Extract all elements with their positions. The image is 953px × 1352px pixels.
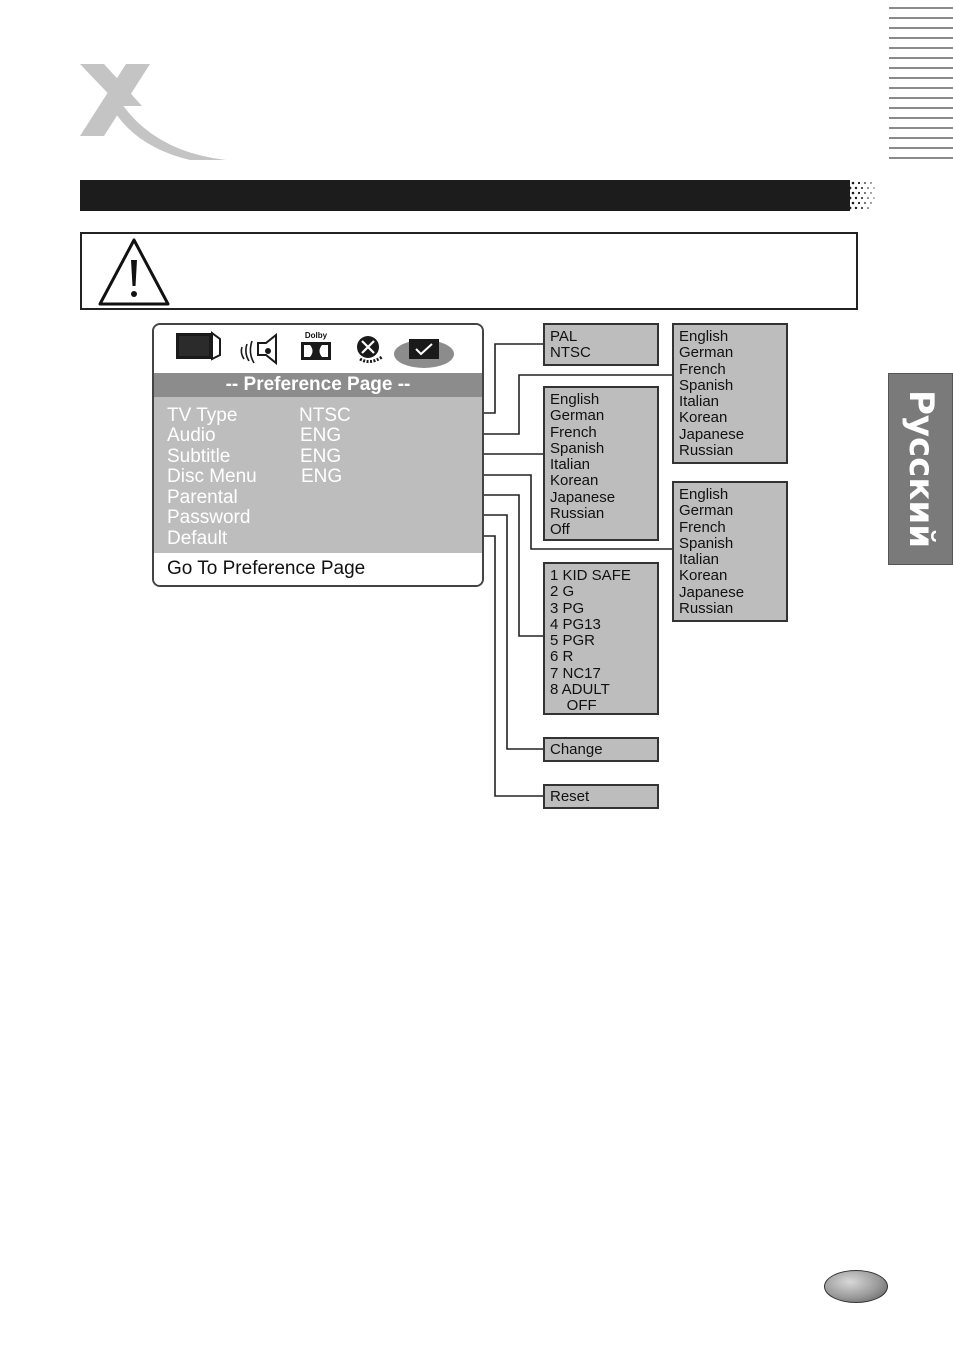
tv-type-options-box [543,323,659,366]
list-item[interactable]: Korean [679,567,728,585]
video-settings-icon[interactable] [354,333,386,365]
menu-item-tv-type-value: NTSC [299,405,351,426]
list-item[interactable]: 5 PGR [550,632,596,650]
list-item[interactable]: Japanese [679,583,745,601]
list-item[interactable]: 1 KID SAFE [550,567,631,584]
menu-item-audio-label[interactable]: Audio [167,425,216,446]
dolby-icon[interactable] [300,341,332,361]
tv-icon[interactable] [174,331,222,363]
password-options-box [543,737,659,762]
list-item[interactable]: Italian [679,551,720,569]
change-password-option[interactable]: Change [550,741,603,758]
menu-item-tv-type-label[interactable]: TV Type [167,405,238,426]
list-item[interactable]: Spanish [679,376,734,394]
parental-options-box [543,562,659,715]
menu-item-default-label[interactable]: Default [167,528,228,549]
list-item[interactable]: 2 G [550,583,575,601]
list-item[interactable]: French [550,423,597,441]
subtitle-options-box [543,386,659,541]
default-options-box [543,784,659,809]
list-item[interactable]: English [550,391,600,408]
list-item[interactable]: Japanese [550,488,616,506]
menu-item-password-label[interactable]: Password [167,507,251,528]
menu-header: -- Preference Page -- [154,373,482,397]
list-item[interactable]: 6 R [550,648,574,666]
audio-options-box [672,323,788,464]
list-item[interactable]: 8 ADULT [550,681,610,699]
list-item[interactable]: PAL [550,328,578,345]
reset-option[interactable]: Reset [550,788,590,805]
menu-item-disc-menu-label[interactable]: Disc Menu [167,466,257,487]
list-item[interactable]: Russian [679,442,734,460]
list-item[interactable]: OFF [550,697,597,715]
list-item[interactable]: 7 NC17 [550,664,601,682]
dolby-label: Dolby [304,331,328,340]
list-item[interactable]: Spanish [679,534,734,552]
menu-body [154,397,482,553]
menu-item-parental-label[interactable]: Parental [167,487,238,508]
list-item[interactable]: Italian [679,393,720,411]
preference-menu [152,323,484,587]
list-item[interactable]: Spanish [550,439,605,457]
go-to-preference-page[interactable]: Go To Preference Page [167,558,366,579]
list-item[interactable]: French [679,360,726,378]
list-item[interactable]: Russian [550,505,605,523]
list-item[interactable]: Russian [679,600,734,618]
list-item[interactable]: French [679,518,726,536]
disc-menu-options-box [672,481,788,622]
list-item[interactable]: NTSC [550,344,591,362]
list-item[interactable]: Italian [550,456,591,474]
list-item[interactable]: English [679,328,729,345]
list-item[interactable]: Korean [550,472,599,490]
speaker-icon[interactable] [238,333,282,365]
list-item[interactable]: German [679,502,734,520]
list-item[interactable]: German [679,344,734,362]
language-tab-label: Русский [900,389,941,549]
menu-item-disc-menu-value: ENG [301,466,343,487]
list-item[interactable]: Japanese [679,425,745,443]
page-number-badge [824,1270,888,1303]
list-item[interactable]: Korean [679,409,728,427]
list-item[interactable]: 3 PG [550,599,585,617]
preference-check-icon[interactable] [392,333,456,369]
list-item[interactable]: English [679,486,729,503]
menu-item-subtitle-label[interactable]: Subtitle [167,446,231,467]
menu-item-audio-value: ENG [300,425,342,446]
menu-icon-bar [154,325,482,373]
menu-item-subtitle-value: ENG [300,446,342,467]
list-item[interactable]: German [550,407,605,425]
list-item[interactable]: Off [550,521,570,539]
menu-footer [154,553,482,585]
list-item[interactable]: 4 PG13 [550,615,601,633]
